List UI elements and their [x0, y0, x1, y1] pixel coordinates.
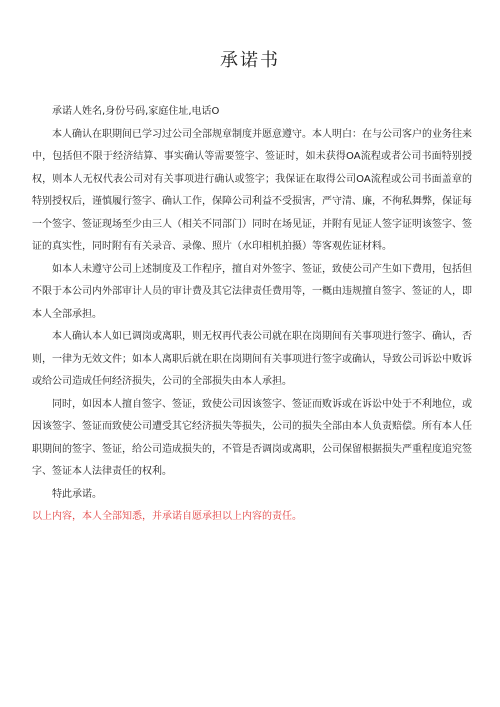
paragraph-4: 同时，如因本人擅自签字、签证，致使公司因该签字、签证而败诉或在诉讼中处于不利地位，或因该签字、签证而致使公司遭受其它经济损失等损失，公司的损失全部由本人负责赔偿。所有本人任职期间的签字、签证，给公司造成损失的，不管是否调岗或离职，公司保留根据损失严重程度追究签字、签证本人法律责任的权利。 [32, 398, 472, 477]
paragraph-3: 本人确认本人如已调岗或离职，则无权再代表公司就在职在岗期间有关事项进行签字、确认，否则，一律为无效文件；如本人离职后就在职在岗期间有关事项进行签字或确认，导致公司诉讼中败诉或给公司造成任何经济损失，公司的全部损失由本人承担。 [32, 331, 472, 387]
promisor-line: 承诺人姓名,身份号码,家庭住址,电话O [52, 106, 220, 117]
closing-line: 特此承诺。 [52, 488, 102, 500]
document-title: 承诺书 [220, 50, 280, 71]
paragraph-2: 如本人未遵守公司上述制度及工作程序，擅自对外签字、签证，致使公司产生如下费用，包括但不限于本公司内外部审计人员的审计费及其它法律责任费用等，一概由违规擅自签字、签证的人，即本人全部承担。 [32, 263, 472, 320]
document-body [32, 101, 472, 529]
notice-line: 以上内容，本人全部知悉，并承诺自愿承担以上内容的责任。 [32, 511, 302, 522]
paragraph-1: 本人确认在职期间已学习过公司全部规章制度并愿意遵守。本人明白：在与公司客户的业务往来中，包括但不限于经济结算、事实确认等需要签字、签证时，如未获得OA流程或者公司书面特别授权，则本人无权代表公司对有关事项进行确认或签字；我保证在取得公司OA流程或公司书面盖章的特别授权后，谨慎履行签字、确认工作，保障公司利益不受损害，严守清、廉，不徇私舞弊，保证每一个签字、签证现场至少由三人（相关不同部门）同时在场见证，并附有见证人签字证明该签字、签证的真实性，同时附有有关录音、录像、照片（水印相机拍摄）等客观佐证材料。 [32, 128, 472, 252]
